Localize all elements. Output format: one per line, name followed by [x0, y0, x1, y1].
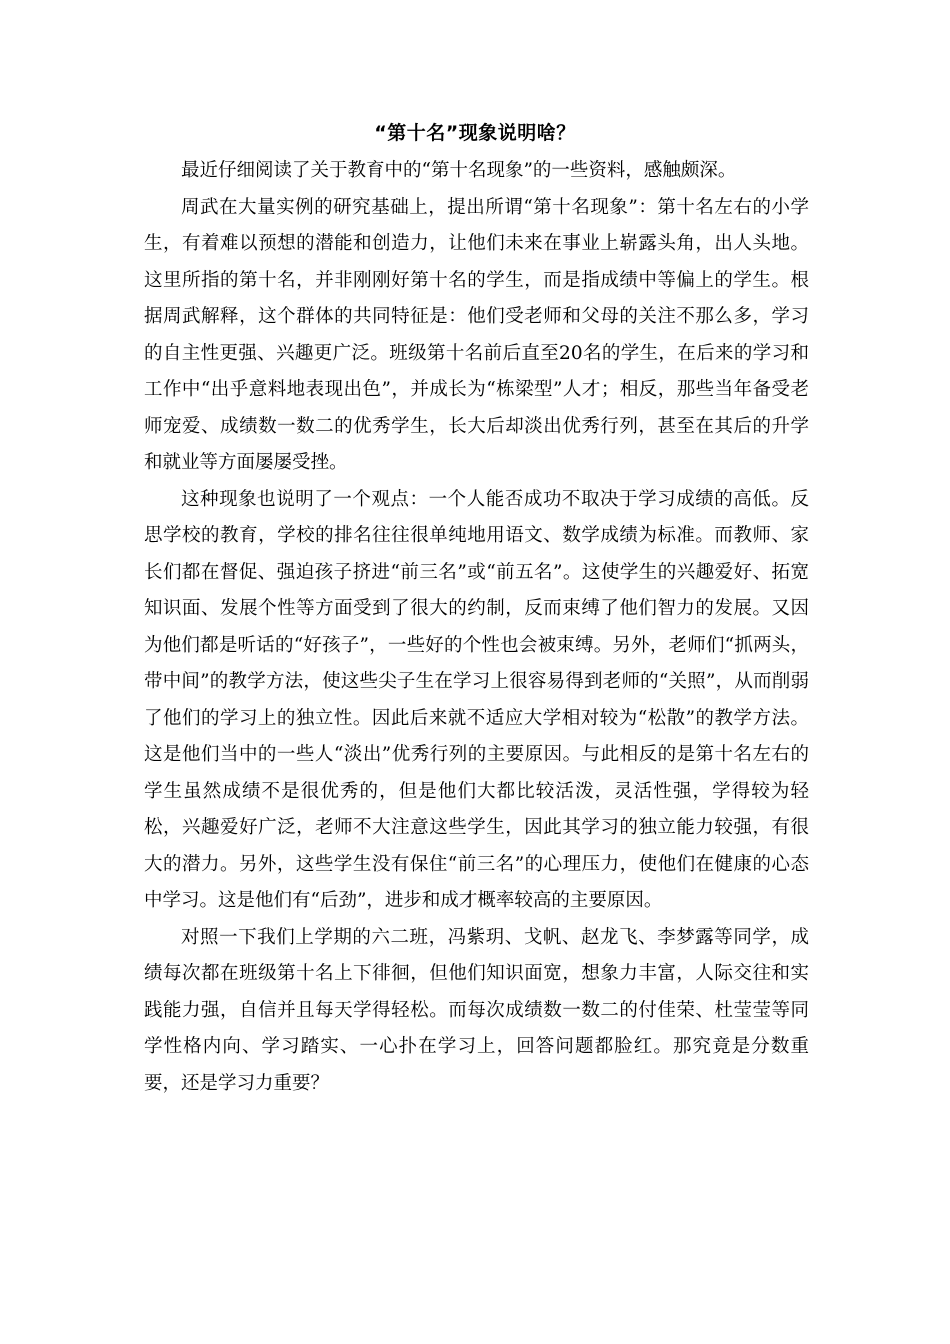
document-body: [144, 153, 809, 1102]
paragraph-phenomenon: 周武在大量实例的研究基础上，提出所谓“第十名现象”：第十名左右的小学生，有着难以预想的潜能和创造力，让他们未来在事业上崭露头角，出人头地。这里所指的第十名，并非刚刚好第十名的学生，而是指成绩中等偏上的学生。根据周武解释，这个群体的共同特征是：他们受老师和父母的关注不那么多，学习的自主性更强、兴趣更广泛。班级第十名前后直至20名的学生，在后来的学习和工作中“出乎意料地表现出色”，并成长为“栋梁型”人才；相反，那些当年备受老师宠爱、成绩数一数二的优秀学生，长大后却淡出优秀行列，甚至在其后的升学和就业等方面屡屡受挫。: [144, 196, 809, 473]
paragraph-intro: 最近仔细阅读了关于教育中的“第十名现象”的一些资料，感触颇深。: [181, 160, 737, 181]
document-title: “第十名”现象说明啥？: [374, 122, 576, 144]
paragraph-reflection: 这种现象也说明了一个观点：一个人能否成功不取决于学习成绩的高低。反思学校的教育，学校的排名往往很单纯地用语文、数学成绩为标准。而教师、家长们都在督促、强迫孩子挤进“前三名”或“前五名”。这使学生的兴趣爱好、拓宽知识面、发展个性等方面受到了很大的约制，反而束缚了他们智力的发展。又因为他们都是听话的“好孩子”，一些好的个性也会被束缚。另外，老师们“抓两头，带中间”的教学方法，使这些尖子生在学习上很容易得到老师的“关照”，从而削弱了他们的学习上的独立性。因此后来就不适应大学相对较为“松散”的教学方法。这是他们当中的一些人“淡出”优秀行列的主要原因。与此相反的是第十名左右的学生虽然成绩不是很优秀的，但是他们大都比较活泼，灵活性强，学得较为轻松，兴趣爱好广泛，老师不大注意这些学生，因此其学习的独立能力较强，有很大的潜力。另外，这些学生没有保住“前三名”的心理压力，使他们在健康的心态中学习。这是他们有“后劲”，进步和成才概率较高的主要原因。: [144, 488, 809, 911]
paragraph-class-comparison: 对照一下我们上学期的六二班，冯紫玥、戈帆、赵龙飞、李梦露等同学，成绩每次都在班级第十名上下徘徊，但他们知识面宽，想象力丰富，人际交往和实践能力强，自信并且每天学得轻松。而每次成绩数一数二的付佳荣、杜莹莹等同学性格内向、学习踏实、一心扑在学习上，回答问题都脸红。那究竟是分数重要，还是学习力重要？: [144, 926, 809, 1094]
